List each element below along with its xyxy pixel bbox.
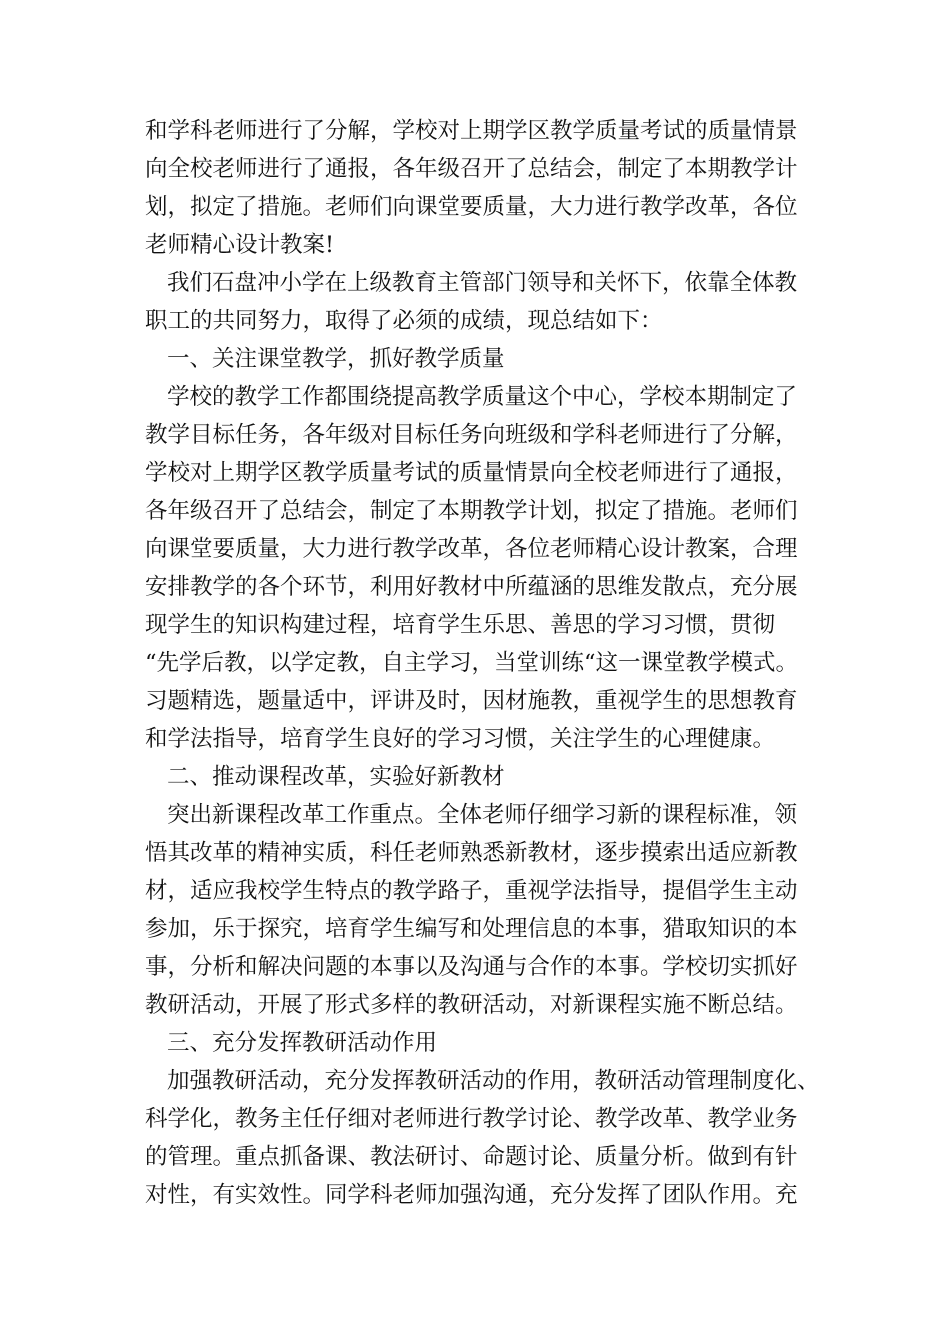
text-line: 学校的教学工作都围绕提高教学质量这个中心，学校本期制定了 — [167, 384, 798, 410]
text-line: 材，适应我校学生特点的教学路子，重视学法指导，提倡学生主动 — [145, 878, 798, 904]
text-line: 老师精心设计教案! — [145, 232, 335, 258]
text-line: 三、充分发挥教研活动作用 — [167, 1030, 438, 1056]
text-line: 参加，乐于探究，培育学生编写和处理信息的本事，猎取知识的本 — [145, 916, 798, 942]
text-line: 教学目标任务，各年级对目标任务向班级和学科老师进行了分解， — [145, 422, 798, 448]
text-line: 职工的共同努力，取得了必须的成绩，现总结如下： — [145, 308, 663, 334]
text-line: 和学科老师进行了分解，学校对上期学区教学质量考试的质量情景 — [145, 118, 798, 144]
text-line: “先学后教，以学定教，自主学习，当堂训练“这一课堂教学模式。 — [145, 650, 799, 676]
text-line: 二、推动课程改革，实验好新教材 — [167, 764, 505, 790]
text-line: 一、关注课堂教学，抓好教学质量 — [167, 346, 505, 372]
text-line: 对性，有实效性。同学科老师加强沟通，充分发挥了团队作用。充 — [145, 1182, 798, 1208]
text-line: 教研活动，开展了形式多样的教研活动，对新课程实施不断总结。 — [145, 992, 798, 1018]
text-line: 向全校老师进行了通报，各年级召开了总结会，制定了本期教学计 — [145, 156, 798, 182]
text-line: 科学化，教务主任仔细对老师进行教学讨论、教学改革、教学业务 — [145, 1106, 798, 1132]
text-line: 事，分析和解决问题的本事以及沟通与合作的本事。学校切实抓好 — [145, 954, 798, 980]
text-line: 安排教学的各个环节，利用好教材中所蕴涵的思维发散点，充分展 — [145, 574, 798, 600]
text-line: 学校对上期学区教学质量考试的质量情景向全校老师进行了通报， — [145, 460, 798, 486]
text-line: 悟其改革的精神实质，科任老师熟悉新教材，逐步摸索出适应新教 — [145, 840, 798, 866]
text-line: 向课堂要质量，大力进行教学改革，各位老师精心设计教案，合理 — [145, 536, 798, 562]
text-line: 现学生的知识构建过程，培育学生乐思、善思的学习习惯，贯彻 — [145, 612, 776, 638]
text-line: 加强教研活动，充分发挥教研活动的作用，教研活动管理制度化、 — [167, 1068, 820, 1094]
text-line: 的管理。重点抓备课、教法研讨、命题讨论、质量分析。做到有针 — [145, 1144, 798, 1170]
text-line: 和学法指导，培育学生良好的学习习惯，关注学生的心理健康。 — [145, 726, 776, 752]
text-line: 习题精选，题量适中，评讲及时，因材施教，重视学生的思想教育 — [145, 688, 798, 714]
text-line: 我们石盘冲小学在上级教育主管部门领导和关怀下，依靠全体教 — [167, 270, 798, 296]
text-line: 各年级召开了总结会，制定了本期教学计划，拟定了措施。老师们 — [145, 498, 798, 524]
document-body — [145, 112, 825, 1214]
text-line: 划，拟定了措施。老师们向课堂要质量，大力进行教学改革，各位 — [145, 194, 798, 220]
text-line: 突出新课程改革工作重点。全体老师仔细学习新的课程标准，领 — [167, 802, 798, 828]
